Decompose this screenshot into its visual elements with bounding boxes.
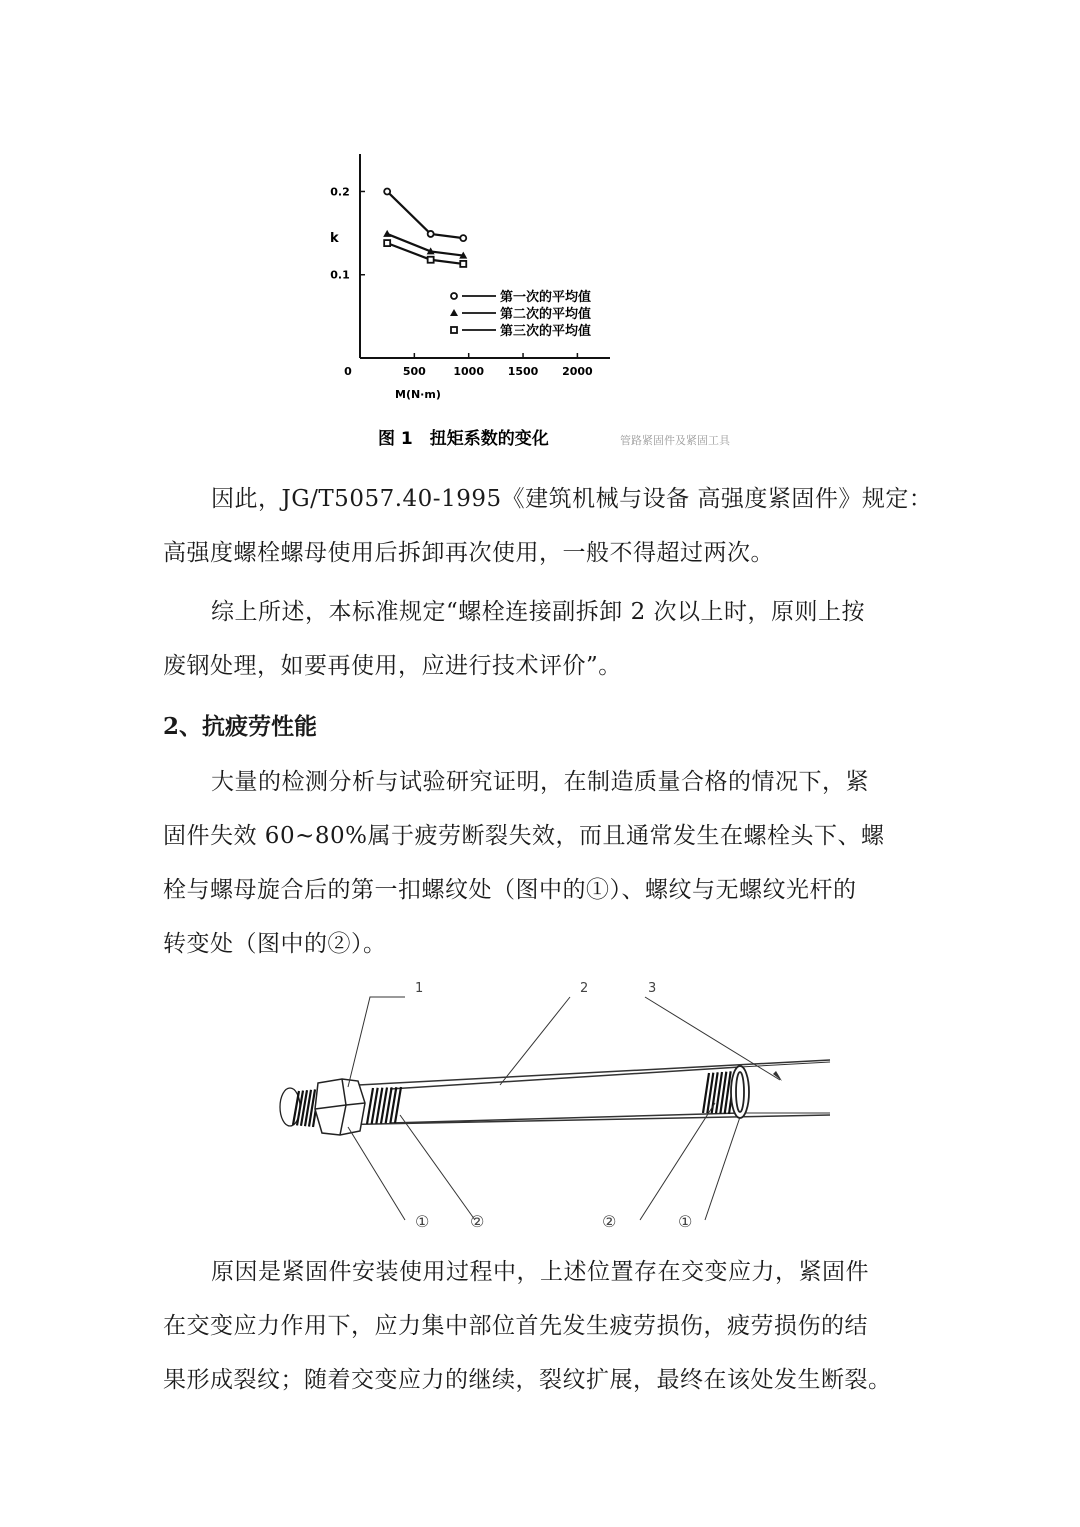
para3-line2: 固件失效 60~80%属于疲劳断裂失效，而且通常发生在螺栓头下、螺 bbox=[163, 823, 885, 849]
paragraph-fatigue-analysis bbox=[163, 755, 923, 971]
bolt-head-washer bbox=[731, 1066, 749, 1118]
series-line-1 bbox=[387, 191, 463, 238]
data-point-series-1 bbox=[428, 231, 434, 237]
para1-line2: 高强度螺栓螺母使用后拆卸再次使用，一般不得超过两次。 bbox=[163, 540, 774, 566]
legend-label-3: 第三次的平均值 bbox=[500, 324, 592, 339]
legend-marker-2 bbox=[450, 309, 458, 316]
x-axis-label: M(N·m) bbox=[395, 388, 441, 401]
para3-line4: 转变处（图中的②）。 bbox=[163, 931, 387, 957]
section-heading-fatigue: 2、抗疲劳性能 bbox=[163, 713, 318, 740]
label-2: 2 bbox=[580, 981, 589, 996]
x-tick-label: 500 bbox=[402, 365, 426, 378]
circled-label-1-left: ① bbox=[415, 1212, 430, 1231]
y-tick-label: 0.1 bbox=[330, 268, 350, 282]
paragraph-cause bbox=[163, 1245, 923, 1407]
para4-line1: 原因是紧固件安装使用过程中，上述位置存在交变应力，紧固件 bbox=[211, 1259, 869, 1285]
label-3: 3 bbox=[648, 981, 657, 996]
y-axis-label: k bbox=[330, 231, 339, 246]
para4-line3: 果形成裂纹；随着交变应力的继续，裂纹扩展，最终在该处发生断裂。 bbox=[163, 1367, 892, 1393]
para4-line2: 在交变应力作用下，应力集中部位首先发生疲劳损伤，疲劳损伤的结 bbox=[163, 1313, 868, 1339]
x-tick-label: 2000 bbox=[562, 365, 593, 378]
figure1-caption: 图 1 扭矩系数的变化 bbox=[378, 429, 549, 449]
torque-coefficient-chart bbox=[320, 140, 790, 470]
bolt-diagram-figure bbox=[270, 975, 840, 1240]
paragraph-reuse-standard bbox=[163, 472, 933, 580]
para3-line3: 栓与螺母旋合后的第一扣螺纹处（图中的①）、螺纹与无螺纹光杆的 bbox=[163, 877, 857, 903]
data-point-series-3 bbox=[460, 261, 466, 267]
x-tick-label: 1500 bbox=[507, 365, 539, 378]
y-tick-label: 0.2 bbox=[330, 185, 350, 199]
torque-coefficient-figure bbox=[320, 140, 790, 470]
leader-lines bbox=[348, 997, 780, 1220]
x-tick-label: 0 bbox=[344, 365, 352, 378]
data-point-series-3 bbox=[428, 257, 434, 263]
legend-label-1: 第一次的平均值 bbox=[500, 290, 592, 305]
data-point-series-2 bbox=[383, 230, 391, 237]
legend-marker-3 bbox=[451, 327, 457, 333]
para1-line1: 因此，JG/T5057.40-1995《建筑机械与设备 高强度紧固件》规定： bbox=[211, 486, 933, 512]
data-point-series-3 bbox=[384, 240, 390, 246]
circled-label-2-left: ② bbox=[470, 1212, 485, 1231]
circled-label-1-right: ① bbox=[678, 1212, 693, 1231]
x-tick-label: 1000 bbox=[453, 365, 485, 378]
paragraph-summary bbox=[163, 585, 923, 693]
data-point-series-1 bbox=[460, 235, 466, 241]
label-1: 1 bbox=[415, 981, 424, 996]
circled-label-2-right: ② bbox=[602, 1212, 617, 1231]
hex-nut bbox=[315, 1079, 365, 1135]
bolt-diagram bbox=[270, 975, 840, 1240]
data-point-series-1 bbox=[384, 188, 390, 194]
para2-line1: 综上所述，本标准规定“螺栓连接副拆卸 2 次以上时，原则上按 bbox=[211, 599, 866, 625]
para3-line1: 大量的检测分析与试验研究证明，在制造质量合格的情况下，紧 bbox=[211, 769, 869, 795]
legend-marker-1 bbox=[451, 293, 457, 299]
watermark-text: 管路紧固件及紧固工具 bbox=[620, 434, 730, 447]
legend-label-2: 第二次的平均值 bbox=[500, 307, 592, 322]
para2-line2: 废钢处理，如要再使用，应进行技术评价”。 bbox=[163, 653, 622, 679]
